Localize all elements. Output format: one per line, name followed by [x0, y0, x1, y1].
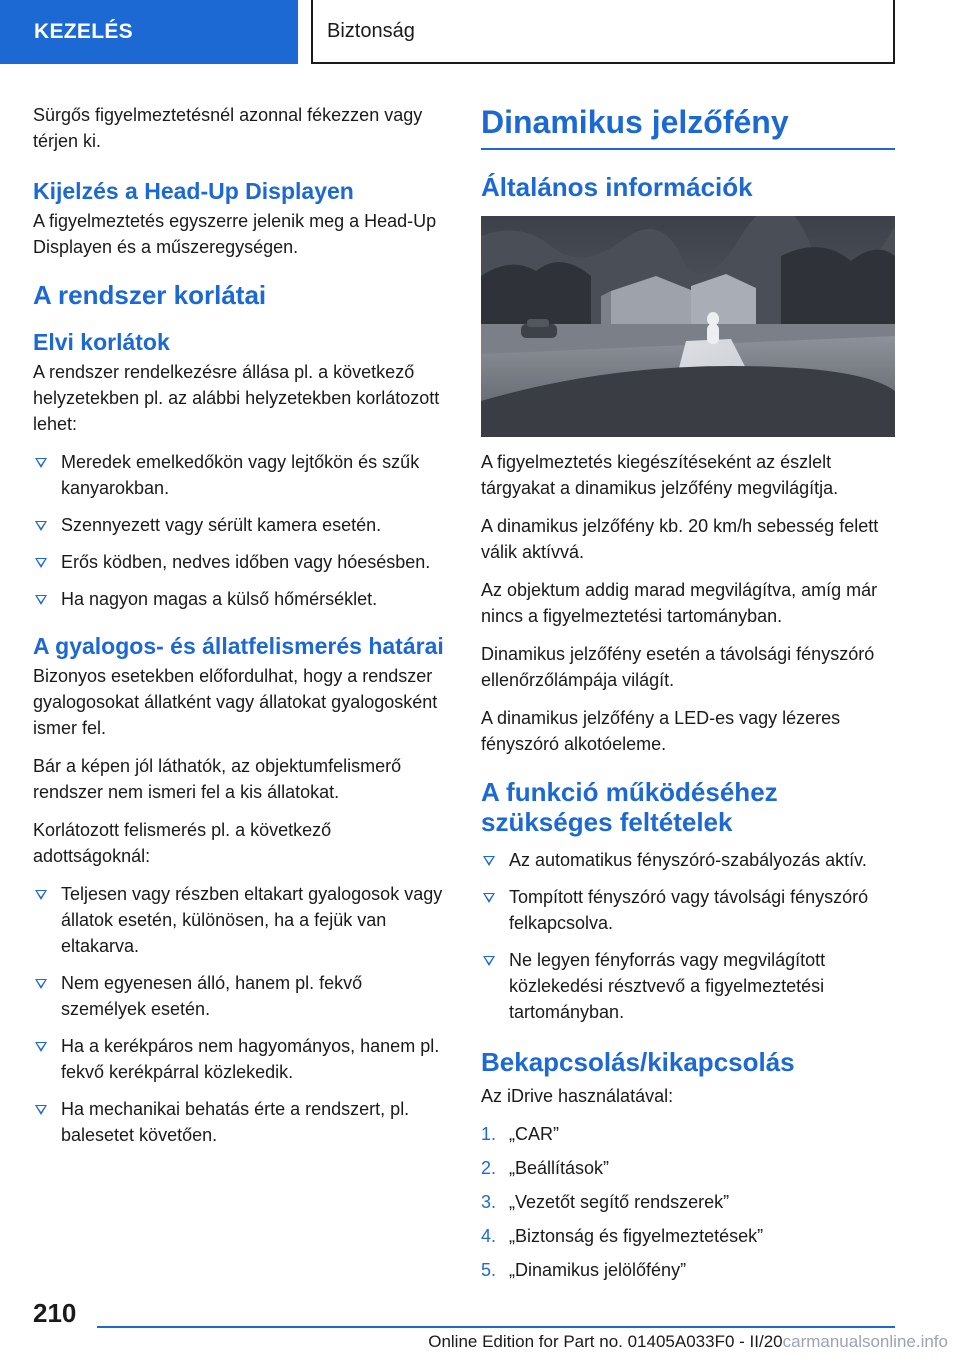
- chapter-heading: Dinamikus jelzőfény: [481, 104, 895, 150]
- chapter-tab: KEZELÉS: [0, 0, 298, 64]
- recognition-paragraph-1: Bizonyos esetekben előfordulhat, hogy a rendszer gyalogosokat állatként vagy állatokat gyalogosként ismer fel.: [33, 666, 438, 738]
- hud-heading: Kijelzés a Head-Up Displayen: [33, 178, 354, 204]
- triangle-bullet-icon: [483, 856, 495, 866]
- requirements-heading: A funkció működéséhez szükséges feltételek: [481, 777, 778, 837]
- footer-edition: Online Edition for Part no. 01405A033F0 - II/20carmanualsonline.info: [428, 1332, 948, 1351]
- list-item: 1. „CAR”: [481, 1124, 559, 1144]
- triangle-bullet-icon: [35, 595, 47, 605]
- onoff-paragraph: Az iDrive használatával:: [481, 1086, 674, 1106]
- info-paragraph-5: A dinamikus jelzőfény a LED-es vagy lézeres fényszóró alkotóeleme.: [481, 708, 841, 754]
- right-column: [481, 104, 895, 1291]
- recognition-paragraph-3: Korlátozott felismerés pl. a következő adottságoknál:: [33, 820, 332, 866]
- triangle-bullet-icon: [35, 458, 47, 468]
- theory-list: [33, 449, 445, 612]
- night-road-illustration: [481, 216, 895, 437]
- list-item: Az automatikus fényszóró-szabályozás aktív.: [481, 847, 895, 873]
- info-paragraph-1: A figyelmeztetés kiegészítéseként az észlelt tárgyakat a dinamikus jelzőfény megvilágítja.: [481, 452, 839, 498]
- triangle-bullet-icon: [483, 893, 495, 903]
- list-item: Szennyezett vagy sérült kamera esetén.: [33, 512, 445, 538]
- list-item: Nem egyenesen álló, hanem pl. fekvő személyek esetén.: [33, 970, 445, 1022]
- section-title: Biztonság: [311, 0, 895, 64]
- triangle-bullet-icon: [35, 558, 47, 568]
- list-item: 5. „Dinamikus jelölőfény”: [481, 1260, 687, 1280]
- left-column: [33, 102, 445, 1160]
- list-item: 3. „Vezetőt segítő rendszerek”: [481, 1192, 730, 1212]
- info-paragraph-2: A dinamikus jelzőfény kb. 20 km/h sebesség felett válik aktívvá.: [481, 516, 879, 562]
- hud-paragraph: A figyelmeztetés egyszerre jelenik meg a Head-Up Displayen és a műszeregységen.: [33, 211, 437, 257]
- requirements-list: [481, 847, 895, 1025]
- intro-paragraph: Sürgős figyelmeztetésnél azonnal fékezzen vagy térjen ki.: [33, 105, 423, 151]
- list-item: Ne legyen fényforrás vagy megvilágított közlekedési résztvevő a figyelmeztetési tartományban.: [481, 947, 895, 1025]
- recognition-paragraph-2: Bár a képen jól láthatók, az objektumfelismerő rendszer nem ismeri fel a kis állatokat.: [33, 756, 402, 802]
- onoff-heading: Bekapcsolás/kikapcsolás: [481, 1047, 795, 1077]
- theory-heading: Elvi korlátok: [33, 329, 170, 355]
- theory-paragraph: A rendszer rendelkezésre állása pl. a következő helyzetekben pl. az alábbi helyzetekben korlátozott lehet:: [33, 362, 440, 434]
- page-number: 210: [33, 1298, 77, 1328]
- triangle-bullet-icon: [35, 521, 47, 531]
- list-item: Tompított fényszóró vagy távolsági fényszóró felkapcsolva.: [481, 884, 895, 936]
- triangle-bullet-icon: [35, 1105, 47, 1115]
- list-item: Erős ködben, nedves időben vagy hóesésben.: [33, 549, 445, 575]
- list-item: Ha nagyon magas a külső hőmérséklet.: [33, 586, 445, 612]
- list-item: 4. „Biztonság és figyelmeztetések”: [481, 1226, 764, 1246]
- recognition-list: [33, 881, 445, 1148]
- steps-list: [481, 1121, 895, 1283]
- triangle-bullet-icon: [483, 956, 495, 966]
- general-heading: Általános információk: [481, 172, 753, 202]
- list-item: Ha a kerékpáros nem hagyományos, hanem pl. fekvő kerékpárral közlekedik.: [33, 1033, 445, 1085]
- info-paragraph-4: Dinamikus jelzőfény esetén a távolsági fényszóró ellenőrzőlámpája világít.: [481, 644, 875, 690]
- footer-rule: [97, 1326, 895, 1328]
- triangle-bullet-icon: [35, 1042, 47, 1052]
- triangle-bullet-icon: [35, 890, 47, 900]
- info-paragraph-3: Az objektum addig marad megvilágítva, amíg már nincs a figyelmeztetési tartományban.: [481, 580, 878, 626]
- list-item: Ha mechanikai behatás érte a rendszert, pl. balesetet követően.: [33, 1096, 445, 1148]
- limits-heading: A rendszer korlátai: [33, 280, 267, 310]
- triangle-bullet-icon: [35, 979, 47, 989]
- recognition-heading: A gyalogos- és állatfelismerés határai: [33, 633, 444, 659]
- list-item: Teljesen vagy részben eltakart gyalogosok vagy állatok esetén, különösen, ha a fejük van eltakarva.: [33, 881, 445, 959]
- list-item: 2. „Beállítások”: [481, 1158, 610, 1178]
- list-item: Meredek emelkedőkön vagy lejtőkön és szűk kanyarokban.: [33, 449, 445, 501]
- watermark: carmanualsonline.info: [782, 1332, 948, 1351]
